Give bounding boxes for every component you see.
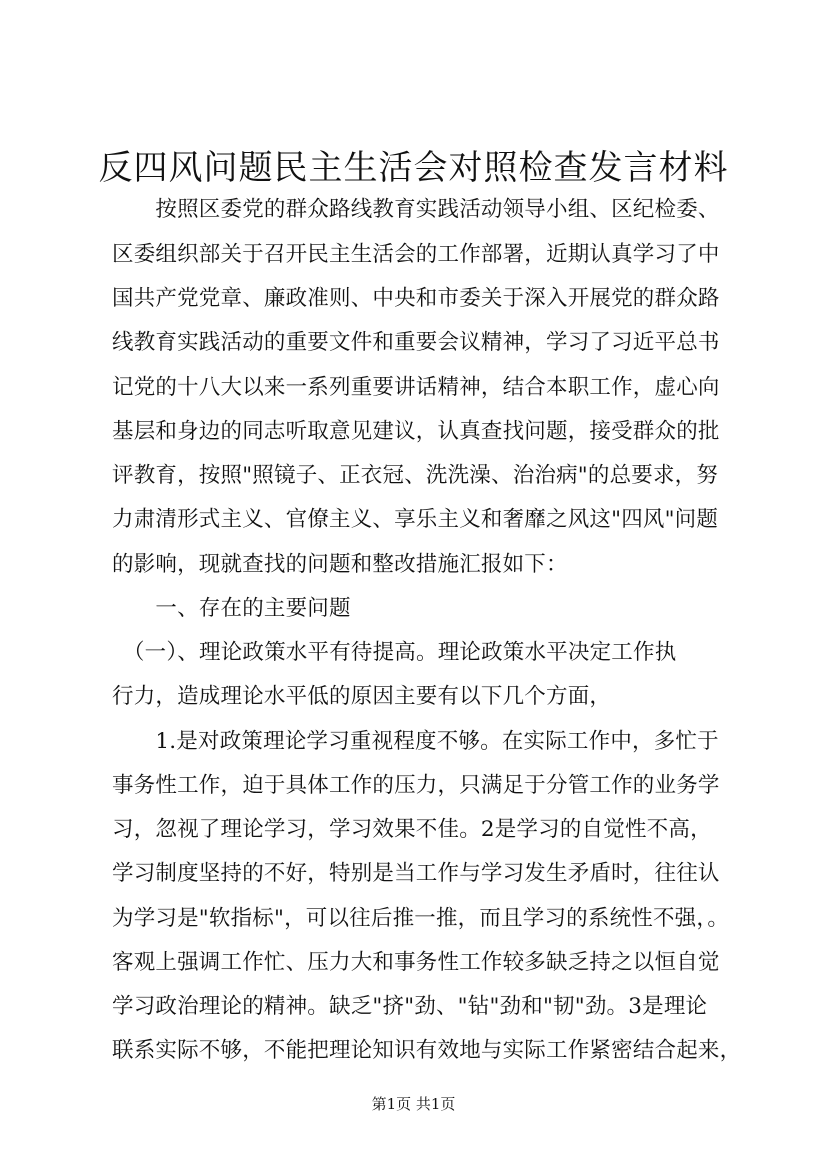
- paragraph-line: 行力，造成理论水平低的原因主要有以下几个方面，: [112, 684, 612, 709]
- paragraph-line: 联系实际不够，不能把理论知识有效地与实际工作紧密结合起来，: [112, 1038, 742, 1063]
- paragraph-line: 学习政治理论的精神。缺乏"挤"劲、"钻"劲和"韧"劲。3是理论: [112, 994, 708, 1019]
- page-title: 反四风问题民主生活会对照检查发言材料: [98, 148, 729, 188]
- paragraph-line: 为学习是"软指标"，可以往后推一推，而且学习的系统性不强，。: [112, 906, 730, 931]
- paragraph-line: 按照区委党的群众路线教育实践活动领导小组、区纪检委、: [112, 197, 720, 222]
- paragraph-line: 线教育实践活动的重要文件和重要会议精神，学习了习近平总书: [112, 330, 720, 355]
- paragraph-line: 区委组织部关于召开民主生活会的工作部署，近期认真学习了中: [112, 242, 720, 267]
- paragraph-line: （一）、理论政策水平有待提高。理论政策水平决定工作执: [112, 640, 677, 665]
- paragraph-line: 客观上强调工作忙、压力大和事务性工作较多缺乏持之以恒自觉: [112, 950, 720, 975]
- paragraph-line: 记党的十八大以来一系列重要讲话精神，结合本职工作，虚心向: [112, 375, 720, 400]
- paragraph-line: 的影响，现就查找的问题和整改措施汇报如下：: [112, 552, 568, 577]
- paragraph-line: 评教育，按照"照镜子、正衣冠、洗洗澡、治治病"的总要求，努: [112, 463, 719, 488]
- paragraph-line: 1.是对政策理论学习重视程度不够。在实际工作中，多忙于: [112, 729, 719, 754]
- paragraph-line: 学习制度坚持的不好，特别是当工作与学习发生矛盾时，往往认: [112, 861, 720, 886]
- paragraph-line: 习，忽视了理论学习，学习效果不佳。2是学习的自觉性不高，: [112, 817, 712, 842]
- section-heading: 一、存在的主要问题: [112, 596, 351, 621]
- page-footer: 第1页 共1页: [371, 1095, 456, 1113]
- paragraph-line: 事务性工作，迫于具体工作的压力，只满足于分管工作的业务学: [112, 773, 720, 798]
- paragraph-line: 基层和身边的同志听取意见建议，认真查找问题，接受群众的批: [112, 419, 720, 444]
- paragraph-line: 力肃清形式主义、官僚主义、享乐主义和奢靡之风这"四风"问题: [112, 507, 719, 532]
- paragraph-line: 国共产党党章、廉政准则、中央和市委关于深入开展党的群众路: [112, 286, 720, 311]
